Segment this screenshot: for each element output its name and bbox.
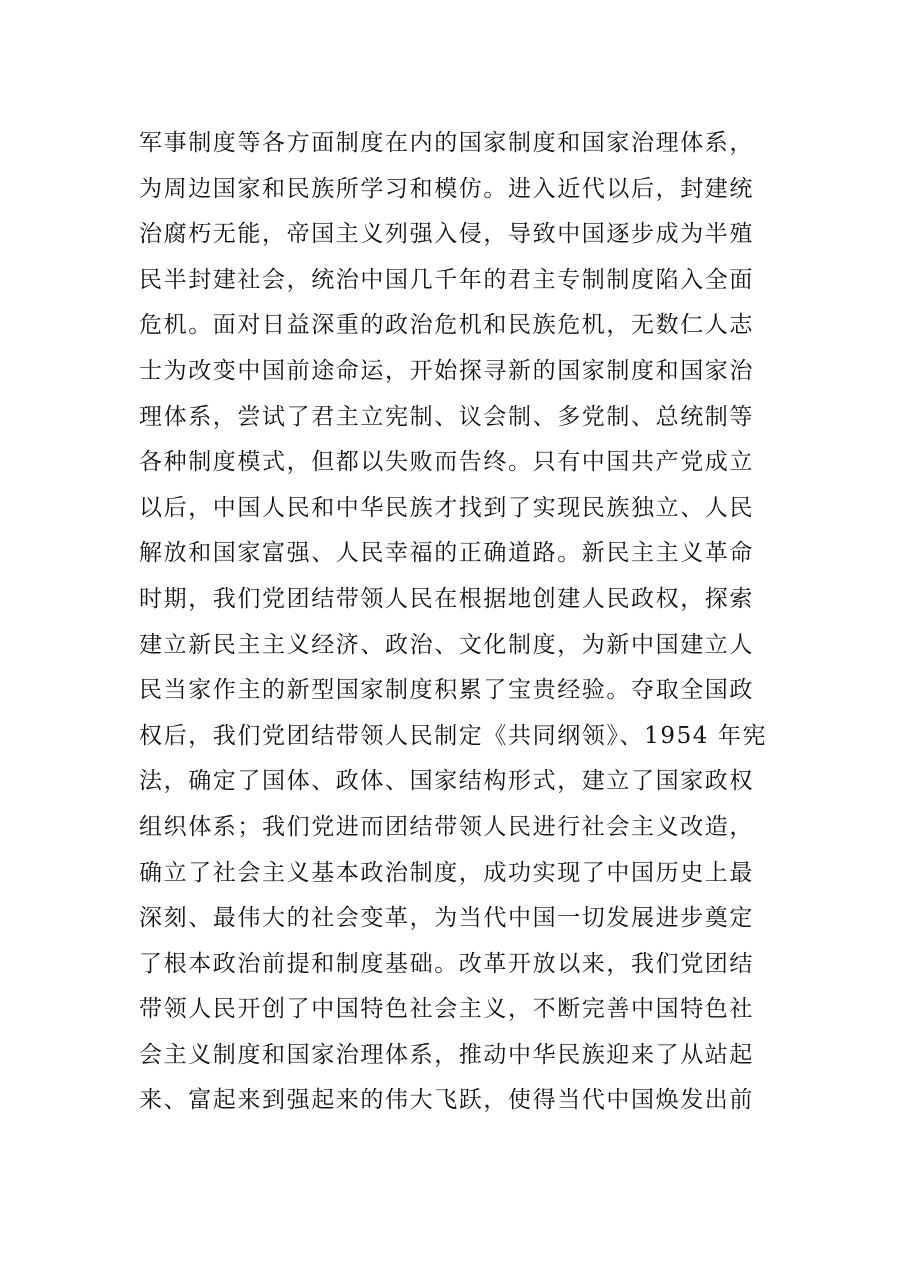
text-line: 理体系，尝试了君主立宪制、议会制、多党制、总统制等 (139, 403, 754, 430)
text-line: 会主义制度和国家治理体系，推动中华民族迎来了从站起 (139, 1041, 754, 1068)
text-line: 军事制度等各方面制度在内的国家制度和国家治理体系， (139, 130, 754, 156)
text-line: 组织体系；我们党进而团结带领人民进行社会主义改造， (139, 813, 754, 840)
text-line: 时期，我们党团结带领人民在根据地创建人民政权，探索 (139, 585, 754, 612)
text-line: 各种制度模式，但都以失败而告终。只有中国共产党成立 (139, 449, 754, 476)
text-line: 为周边国家和民族所学习和模仿。进入近代以后，封建统 (139, 175, 754, 202)
text-line: 解放和国家富强、人民幸福的正确道路。新民主主义革命 (139, 540, 754, 567)
text-line: 权后，我们党团结带领人民制定《共同纲领》、1954 年宪 (139, 722, 768, 749)
text-line: 危机。面对日益深重的政治危机和民族危机，无数仁人志 (139, 312, 754, 339)
text-line: 民当家作主的新型国家制度积累了宝贵经验。夺取全国政 (139, 677, 754, 704)
text-line: 深刻、最伟大的社会变革，为当代中国一切发展进步奠定 (139, 905, 754, 932)
text-line: 了根本政治前提和制度基础。改革开放以来，我们党团结 (139, 950, 754, 977)
text-line: 民半封建社会，统治中国几千年的君主专制制度陷入全面 (139, 266, 754, 293)
text-line: 治腐朽无能，帝国主义列强入侵，导致中国逐步成为半殖 (139, 221, 754, 248)
text-line: 法，确定了国体、政体、国家结构形式，建立了国家政权 (139, 768, 754, 795)
text-line: 来、富起来到强起来的伟大飞跃，使得当代中国焕发出前 (139, 1087, 754, 1114)
text-line: 以后，中国人民和中华民族才找到了实现民族独立、人民 (139, 494, 754, 521)
body-text (139, 121, 779, 1124)
text-line: 带领人民开创了中国特色社会主义，不断完善中国特色社 (139, 996, 754, 1023)
text-line: 建立新民主主义经济、政治、文化制度，为新中国建立人 (139, 631, 754, 658)
text-line: 确立了社会主义基本政治制度，成功实现了中国历史上最 (139, 859, 754, 886)
text-line: 士为改变中国前途命运，开始探寻新的国家制度和国家治 (139, 357, 754, 384)
